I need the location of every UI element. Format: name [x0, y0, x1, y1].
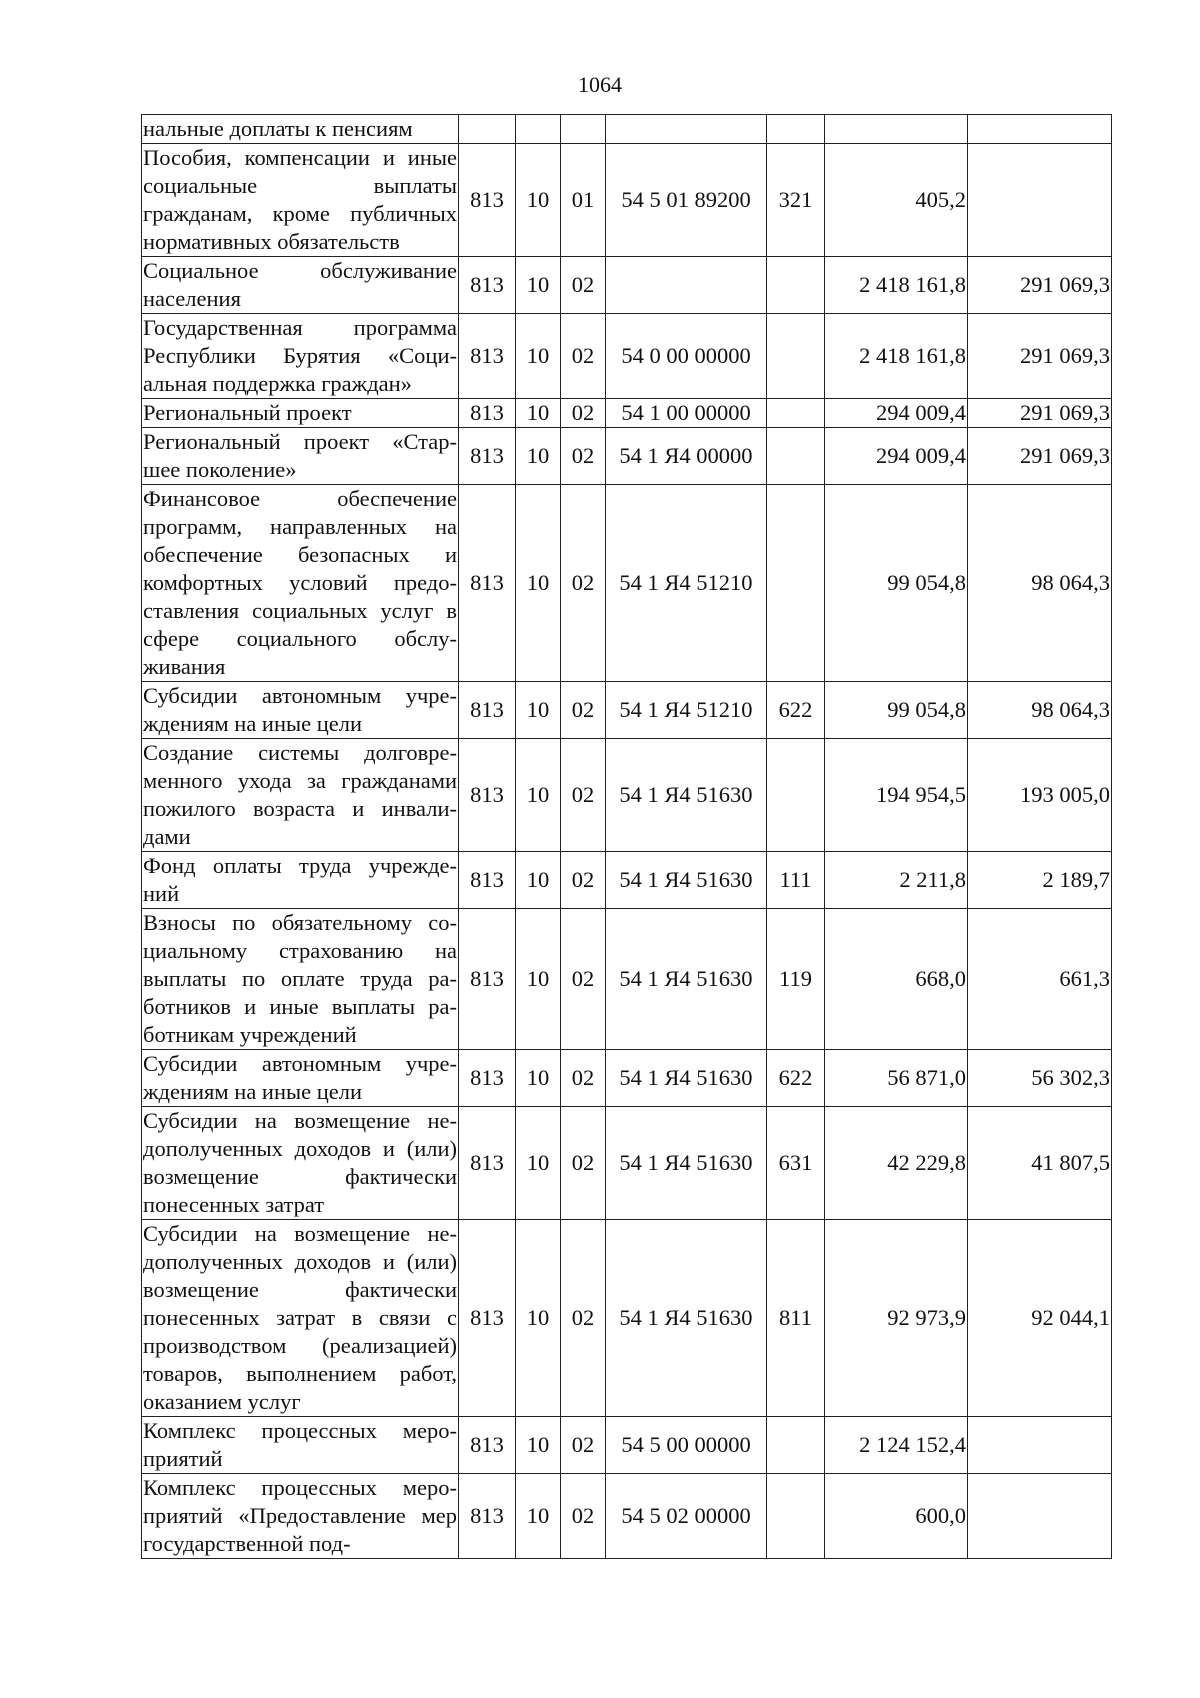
section-cell: 10: [516, 739, 561, 852]
subsection-cell: 02: [561, 1474, 606, 1559]
subsection-cell: 02: [561, 399, 606, 428]
subsection-cell: 02: [561, 739, 606, 852]
grbs-cell: 813: [459, 1107, 516, 1220]
target-item-cell: [606, 257, 767, 314]
amount-second-cell: [968, 1474, 1112, 1559]
amount-first-cell: 92 973,9: [825, 1220, 968, 1417]
subsection-cell: 02: [561, 1107, 606, 1220]
amount-first-cell: 2 124 152,4: [825, 1417, 968, 1474]
amount-first-cell: 600,0: [825, 1474, 968, 1559]
grbs-cell: 813: [459, 144, 516, 257]
expense-type-cell: [767, 739, 825, 852]
subsection-cell: 02: [561, 1220, 606, 1417]
subsection-cell: 02: [561, 257, 606, 314]
target-item-cell: 54 1 Я4 51630: [606, 1220, 767, 1417]
section-cell: 10: [516, 852, 561, 909]
section-cell: 10: [516, 257, 561, 314]
amount-second-cell: 56 302,3: [968, 1050, 1112, 1107]
row-name-cell: Субсидии на возмещение не-дополученных доходов и (или) возмещение фактически понесенных затрат: [142, 1107, 459, 1220]
target-item-cell: 54 5 02 00000: [606, 1474, 767, 1559]
expense-type-cell: 622: [767, 1050, 825, 1107]
table-row: [142, 399, 1112, 428]
target-item-cell: 54 5 00 00000: [606, 1417, 767, 1474]
budget-table-body: [142, 115, 1112, 1559]
table-row: [142, 1474, 1112, 1559]
table-row: [142, 314, 1112, 399]
expense-type-cell: [767, 1417, 825, 1474]
row-name-cell: нальные доплаты к пенсиям: [142, 115, 459, 144]
row-name-cell: Взносы по обязательному со-циальному страхованию на выплаты по оплате труда ра-ботников и иные выплаты ра-ботникам учреждений: [142, 909, 459, 1050]
target-item-cell: 54 1 Я4 51630: [606, 1107, 767, 1220]
table-row: [142, 257, 1112, 314]
amount-first-cell: 2 211,8: [825, 852, 968, 909]
amount-second-cell: 41 807,5: [968, 1107, 1112, 1220]
expense-type-cell: 321: [767, 144, 825, 257]
subsection-cell: 02: [561, 852, 606, 909]
section-cell: 10: [516, 1107, 561, 1220]
budget-table: [141, 114, 1112, 1559]
row-name-cell: Пособия, компенсации и иные социальные выплаты гражданам, кроме публичных нормативных обязательств: [142, 144, 459, 257]
amount-first-cell: 194 954,5: [825, 739, 968, 852]
amount-second-cell: 98 064,3: [968, 682, 1112, 739]
amount-second-cell: 291 069,3: [968, 428, 1112, 485]
target-item-cell: 54 1 Я4 51630: [606, 1050, 767, 1107]
target-item-cell: 54 5 01 89200: [606, 144, 767, 257]
table-row: [142, 909, 1112, 1050]
amount-first-cell: 294 009,4: [825, 428, 968, 485]
row-name-cell: Субсидии автономным учре-ждениям на иные цели: [142, 682, 459, 739]
grbs-cell: 813: [459, 739, 516, 852]
table-row: [142, 1220, 1112, 1417]
table-row: [142, 1417, 1112, 1474]
section-cell: 10: [516, 485, 561, 682]
target-item-cell: 54 1 Я4 00000: [606, 428, 767, 485]
section-cell: [516, 115, 561, 144]
section-cell: 10: [516, 1050, 561, 1107]
table-row: [142, 1107, 1112, 1220]
row-name-cell: Комплекс процессных меро-приятий: [142, 1417, 459, 1474]
expense-type-cell: [767, 257, 825, 314]
row-name-cell: Фонд оплаты труда учрежде-ний: [142, 852, 459, 909]
grbs-cell: 813: [459, 1474, 516, 1559]
amount-second-cell: [968, 115, 1112, 144]
table-row: [142, 144, 1112, 257]
row-name-cell: Социальное обслуживание населения: [142, 257, 459, 314]
table-row: [142, 115, 1112, 144]
grbs-cell: 813: [459, 1417, 516, 1474]
expense-type-cell: 631: [767, 1107, 825, 1220]
subsection-cell: 02: [561, 682, 606, 739]
table-row: [142, 739, 1112, 852]
row-name-cell: Субсидии на возмещение не-дополученных доходов и (или) возмещение фактически понесенных затрат в связи с производством (реализацией) товаров, выполнением работ, оказанием услуг: [142, 1220, 459, 1417]
section-cell: 10: [516, 314, 561, 399]
subsection-cell: 02: [561, 909, 606, 1050]
expense-type-cell: [767, 115, 825, 144]
amount-second-cell: [968, 144, 1112, 257]
target-item-cell: 54 1 Я4 51210: [606, 682, 767, 739]
grbs-cell: 813: [459, 399, 516, 428]
page-number: 1064: [578, 72, 622, 97]
row-name-cell: Региональный проект: [142, 399, 459, 428]
amount-second-cell: 291 069,3: [968, 314, 1112, 399]
grbs-cell: 813: [459, 485, 516, 682]
row-name-cell: Финансовое обеспечение программ, направленных на обеспечение безопасных и комфортных условий предо-ставления социальных услуг в сфере социального обслу-живания: [142, 485, 459, 682]
grbs-cell: 813: [459, 1050, 516, 1107]
expense-type-cell: 119: [767, 909, 825, 1050]
row-name-cell: Региональный проект «Стар-шее поколение»: [142, 428, 459, 485]
grbs-cell: 813: [459, 428, 516, 485]
target-item-cell: [606, 115, 767, 144]
subsection-cell: 02: [561, 314, 606, 399]
subsection-cell: 02: [561, 428, 606, 485]
target-item-cell: 54 1 00 00000: [606, 399, 767, 428]
table-row: [142, 852, 1112, 909]
grbs-cell: 813: [459, 682, 516, 739]
amount-first-cell: 99 054,8: [825, 485, 968, 682]
subsection-cell: [561, 115, 606, 144]
target-item-cell: 54 1 Я4 51630: [606, 852, 767, 909]
amount-second-cell: 661,3: [968, 909, 1112, 1050]
section-cell: 10: [516, 428, 561, 485]
amount-second-cell: [968, 1417, 1112, 1474]
amount-first-cell: 2 418 161,8: [825, 257, 968, 314]
grbs-cell: 813: [459, 852, 516, 909]
subsection-cell: 02: [561, 485, 606, 682]
expense-type-cell: [767, 399, 825, 428]
expense-type-cell: 111: [767, 852, 825, 909]
row-name-cell: Государственная программа Республики Бурятия «Соци-альная поддержка граждан»: [142, 314, 459, 399]
amount-first-cell: 294 009,4: [825, 399, 968, 428]
amount-second-cell: 193 005,0: [968, 739, 1112, 852]
amount-second-cell: 92 044,1: [968, 1220, 1112, 1417]
section-cell: 10: [516, 682, 561, 739]
table-row: [142, 1050, 1112, 1107]
amount-first-cell: 405,2: [825, 144, 968, 257]
subsection-cell: 02: [561, 1050, 606, 1107]
subsection-cell: 02: [561, 1417, 606, 1474]
row-name-cell: Субсидии автономным учре-ждениям на иные цели: [142, 1050, 459, 1107]
table-row: [142, 485, 1112, 682]
grbs-cell: 813: [459, 257, 516, 314]
section-cell: 10: [516, 399, 561, 428]
expense-type-cell: 811: [767, 1220, 825, 1417]
expense-type-cell: [767, 1474, 825, 1559]
amount-first-cell: 668,0: [825, 909, 968, 1050]
target-item-cell: 54 1 Я4 51630: [606, 739, 767, 852]
subsection-cell: 01: [561, 144, 606, 257]
section-cell: 10: [516, 1220, 561, 1417]
grbs-cell: [459, 115, 516, 144]
grbs-cell: 813: [459, 314, 516, 399]
target-item-cell: 54 1 Я4 51630: [606, 909, 767, 1050]
section-cell: 10: [516, 1417, 561, 1474]
amount-second-cell: 291 069,3: [968, 399, 1112, 428]
amount-first-cell: 2 418 161,8: [825, 314, 968, 399]
section-cell: 10: [516, 1474, 561, 1559]
section-cell: 10: [516, 909, 561, 1050]
amount-second-cell: 291 069,3: [968, 257, 1112, 314]
amount-first-cell: [825, 115, 968, 144]
section-cell: 10: [516, 144, 561, 257]
expense-type-cell: [767, 314, 825, 399]
row-name-cell: Комплекс процессных меро-приятий «Предоставление мер государственной под-: [142, 1474, 459, 1559]
amount-first-cell: 56 871,0: [825, 1050, 968, 1107]
grbs-cell: 813: [459, 1220, 516, 1417]
table-row: [142, 428, 1112, 485]
target-item-cell: 54 1 Я4 51210: [606, 485, 767, 682]
expense-type-cell: [767, 428, 825, 485]
target-item-cell: 54 0 00 00000: [606, 314, 767, 399]
row-name-cell: Создание системы долговре-менного ухода за гражданами пожилого возраста и инвали-дами: [142, 739, 459, 852]
table-row: [142, 682, 1112, 739]
amount-first-cell: 99 054,8: [825, 682, 968, 739]
expense-type-cell: [767, 485, 825, 682]
expense-type-cell: 622: [767, 682, 825, 739]
amount-second-cell: 98 064,3: [968, 485, 1112, 682]
amount-first-cell: 42 229,8: [825, 1107, 968, 1220]
grbs-cell: 813: [459, 909, 516, 1050]
amount-second-cell: 2 189,7: [968, 852, 1112, 909]
